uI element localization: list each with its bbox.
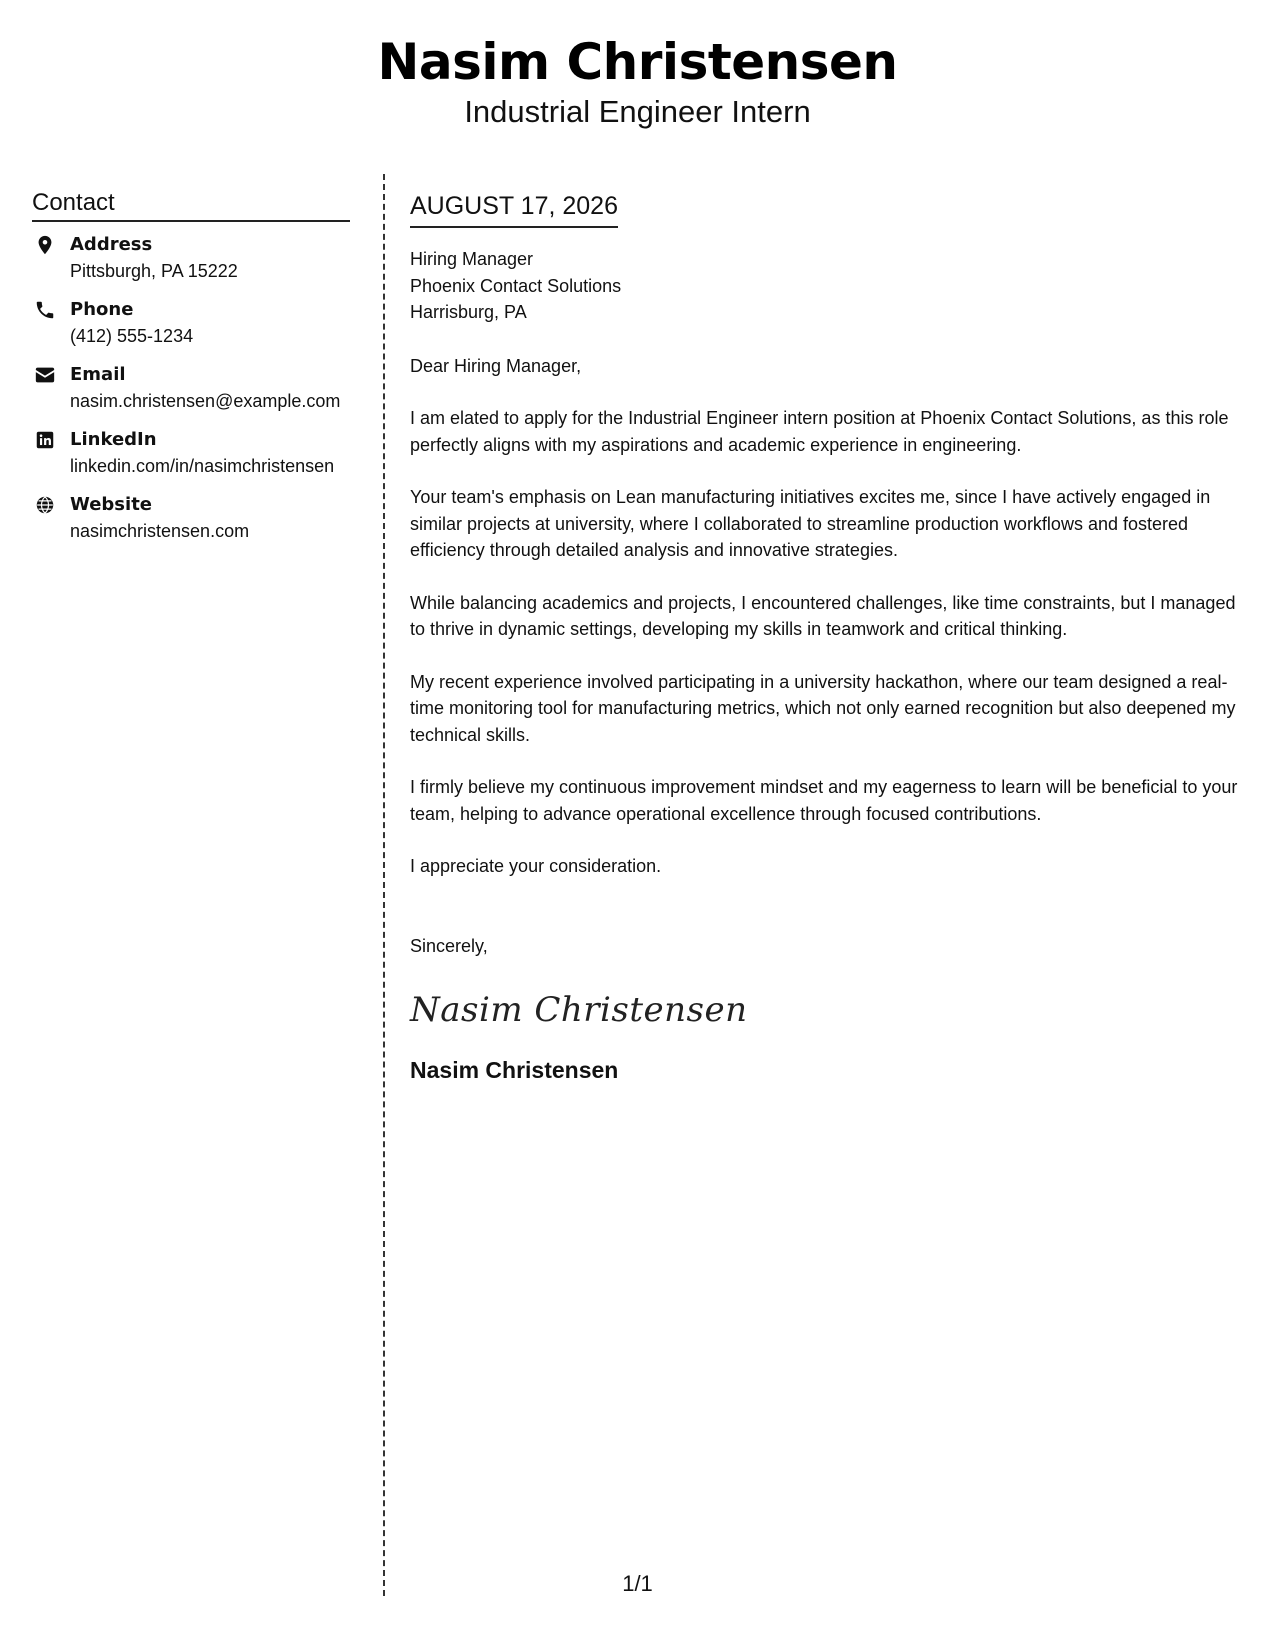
- globe-icon: [34, 494, 56, 516]
- letter-paragraph: Your team's emphasis on Lean manufacturing initiatives excites me, since I have actively engaged in similar projects at university, where I collaborated to streamline production workflows and fostered efficiency through detailed analysis and innovative strategies.: [410, 487, 1211, 560]
- signature-image: [410, 985, 748, 1035]
- candidate-title: Industrial Engineer Intern: [464, 94, 811, 129]
- contact-label: Email: [70, 364, 126, 385]
- letter-paragraph: My recent experience involved participating in a university hackathon, where our team designed a real-time monitoring tool for manufacturing metrics, which not only earned recognition but also deepened my technical skills.: [410, 671, 1236, 745]
- letter-paragraph: While balancing academics and projects, I encountered challenges, like time constraints, but I managed to thrive in dynamic settings, developing my skills in teamwork and critical thinking.: [410, 592, 1236, 639]
- contact-label: Phone: [70, 299, 134, 320]
- contact-label: Address: [70, 234, 153, 255]
- contact-label: Website: [70, 494, 153, 515]
- contact-item-website: [32, 492, 350, 544]
- signer-name: Nasim Christensen: [410, 1057, 619, 1083]
- contact-item-email: [32, 362, 350, 414]
- letter-paragraph: I appreciate your consideration.: [410, 856, 662, 876]
- contact-sidebar: [32, 188, 350, 557]
- letter-date: AUGUST 17, 2026: [410, 190, 618, 228]
- recipient-block: [410, 246, 1250, 326]
- recipient-line: Phoenix Contact Solutions: [410, 275, 622, 296]
- letter-paragraph: I am elated to apply for the Industrial Engineer intern position at Phoenix Contact Solutions, as this role perfectly aligns with my aspirations and academic experience in engineering.: [410, 408, 1229, 455]
- letter-body: [410, 190, 1250, 1085]
- signature-script: Nasim Christensen: [410, 990, 748, 1030]
- closing: Sincerely,: [410, 935, 488, 956]
- contact-list: [32, 232, 350, 544]
- phone-icon: [34, 299, 56, 321]
- contact-heading: Contact: [32, 188, 350, 222]
- contact-item-linkedin: [32, 427, 350, 479]
- column-divider: [383, 174, 385, 1596]
- contact-value: linkedin.com/in/nasimchristensen: [70, 456, 335, 476]
- letter-paragraph: I firmly believe my continuous improvement mindset and my eagerness to learn will be beneficial to your team, helping to advance operational excellence through focused contributions.: [410, 777, 1238, 824]
- candidate-name: Nasim Christensen: [377, 33, 898, 91]
- salutation: Dear Hiring Manager,: [410, 355, 582, 376]
- contact-label: LinkedIn: [70, 429, 157, 450]
- contact-value: Pittsburgh, PA 15222: [70, 261, 238, 281]
- contact-value: nasim.christensen@example.com: [70, 391, 341, 411]
- recipient-line: Harrisburg, PA: [410, 302, 527, 322]
- page-number: 1/1: [622, 1571, 653, 1596]
- map-pin-icon: [34, 234, 56, 256]
- contact-value: nasimchristensen.com: [70, 521, 250, 541]
- contact-item-phone: [32, 297, 350, 349]
- letter-header: [0, 30, 1275, 130]
- envelope-icon: [34, 364, 56, 386]
- linkedin-icon: [34, 429, 56, 451]
- contact-value: (412) 555-1234: [70, 326, 194, 346]
- recipient-line: Hiring Manager: [410, 249, 534, 269]
- contact-item-address: [32, 232, 350, 284]
